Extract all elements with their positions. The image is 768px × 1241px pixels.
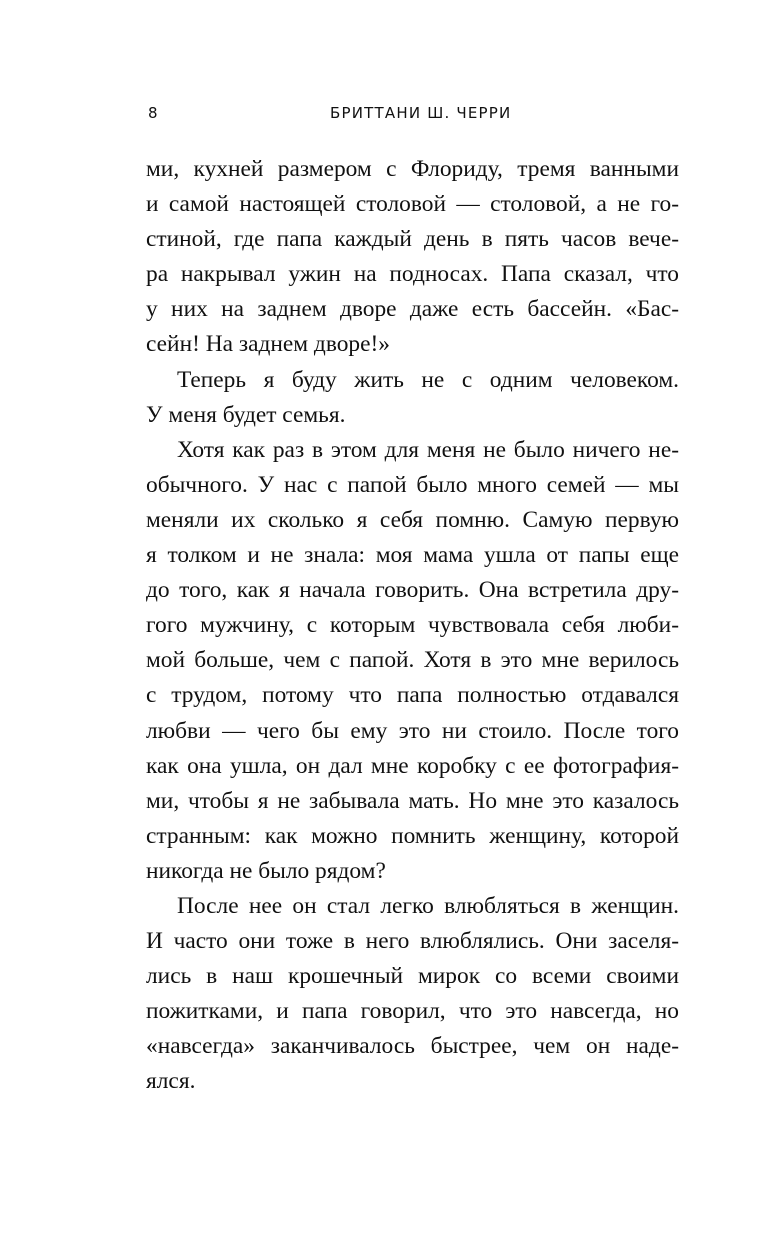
page-number: 8 [148,104,159,122]
text-line: ра накрывал ужин на подносах. Папа сказал, что [146,261,679,288]
text-line: и самой настоящей столовой — столовой, а не го- [146,191,679,218]
text-line: странным: как можно помнить женщину, которой [146,822,679,849]
text-line: лись в наш крошечный мирок со всеми своими [146,963,679,990]
text-line: у них на заднем дворе даже есть бассейн. «Бас- [146,296,679,323]
text-line: ми, чтобы я не забывала мать. Но мне это казалось [146,787,679,814]
body-text [146,152,679,1100]
text-line: как она ушла, он дал мне коробку с ее фотография- [146,752,679,779]
book-author: БРИТТАНИ Ш. ЧЕРРИ [330,104,512,122]
text-line: гого мужчину, с которым чувствовала себя люби- [146,612,679,639]
paragraph-first-line: Хотя как раз в этом для меня не было ничего не- [177,436,679,463]
paragraph-first-line: Теперь я буду жить не с одним человеком. [177,366,679,393]
text-line: меняли их сколько я себя помню. Самую первую [146,506,679,533]
paragraph-end-line: У меня будет семья. [146,401,346,428]
text-line: обычного. У нас с папой было много семей — мы [146,471,679,498]
text-line: любви — чего бы ему это ни стоило. После того [146,717,679,744]
running-head [0,104,768,126]
text-line: пожитками, и папа говорил, что это навсегда, но [146,998,679,1025]
text-line: до того, как я начала говорить. Она встретила дру- [146,577,679,604]
paragraph-end-line: никогда не было рядом? [146,857,386,884]
text-line: И часто они тоже в него влюблялись. Они заселя- [146,928,679,955]
paragraph-end-line: сейн! На заднем дворе!» [146,331,390,358]
paragraph-first-line: После нее он стал легко влюбляться в женщин. [177,892,679,919]
text-line: я толком и не знала: моя мама ушла от папы еще [146,542,679,569]
text-line: с трудом, потому что папа полностью отдавался [146,682,679,709]
text-line: ми, кухней размером с Флориду, тремя ванными [146,156,679,182]
text-line: мой больше, чем с папой. Хотя в это мне верилось [146,647,679,674]
paragraph-end-line: ялся. [146,1068,196,1095]
text-line: «навсегда» заканчивалось быстрее, чем он наде- [146,1033,679,1060]
text-line: стиной, где папа каждый день в пять часов вече- [146,226,679,253]
